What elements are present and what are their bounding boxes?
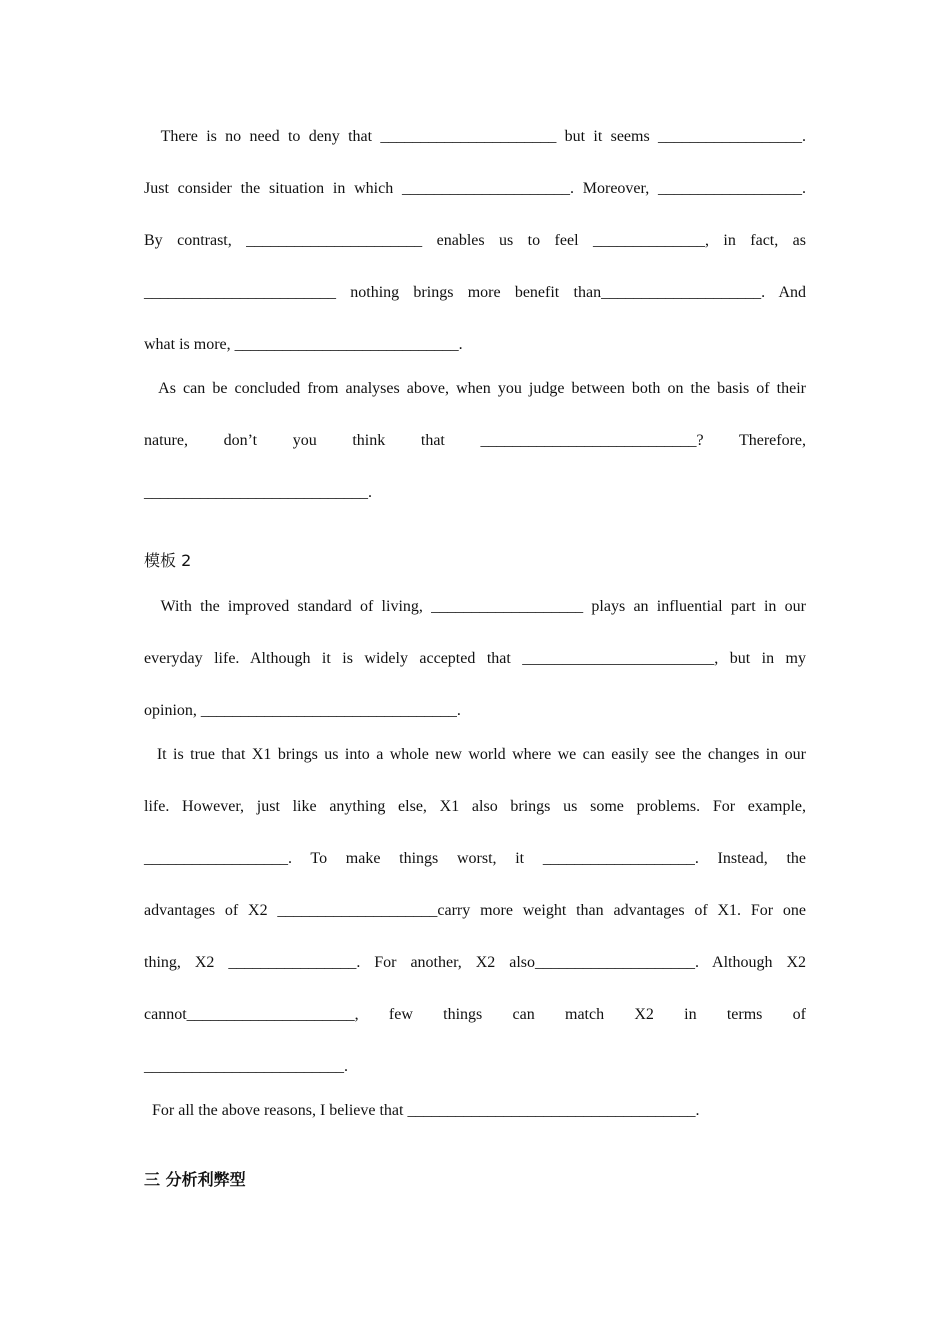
p1-line-2: Just consider the situation in which _____________________. Moreover, __________________. bbox=[144, 180, 806, 197]
p2-line-2: nature, don’t you think that ___________________________? Therefore, bbox=[144, 432, 806, 449]
p4-line-5: thing, X2 ________________. For another, X2 also____________________. Although X2 bbox=[144, 954, 806, 971]
template-2-heading: 模板 2 bbox=[144, 551, 192, 570]
p3-line-2: everyday life. Although it is widely accepted that ________________________, but in my bbox=[144, 650, 806, 667]
p4-line-2: life. However, just like anything else, X1 also brings us some problems. For example, bbox=[144, 798, 806, 815]
p4-line-7: _________________________. bbox=[144, 1058, 348, 1075]
p4-line-6: cannot_____________________, few things can match X2 in terms of bbox=[144, 1006, 806, 1023]
p4-line-4: advantages of X2 ____________________carry more weight than advantages of X1. For one bbox=[144, 902, 806, 919]
p4-line-1: It is true that X1 brings us into a whole new world where we can easily see the changes in our bbox=[144, 746, 806, 763]
p1-line-5: what is more, ____________________________. bbox=[144, 336, 463, 353]
p1-line-3: By contrast, ______________________ enables us to feel ______________, in fact, as bbox=[144, 232, 806, 249]
p3-line-1: With the improved standard of living, ___________________ plays an influential part in our bbox=[144, 598, 806, 615]
p1-line-1: There is no need to deny that ______________________ but it seems __________________. bbox=[144, 128, 806, 145]
p1-line-4: ________________________ nothing brings more benefit than____________________. And bbox=[144, 284, 806, 301]
section-3-heading: 三 分析利弊型 bbox=[144, 1170, 246, 1189]
p2-line-3: ____________________________. bbox=[144, 484, 372, 501]
p5-line-1: For all the above reasons, I believe that ____________________________________. bbox=[144, 1102, 700, 1119]
p2-line-1: As can be concluded from analyses above, when you judge between both on the basis of their bbox=[144, 380, 806, 397]
p4-line-3: __________________. To make things worst, it ___________________. Instead, the bbox=[144, 850, 806, 867]
p3-line-3: opinion, ________________________________. bbox=[144, 702, 461, 719]
